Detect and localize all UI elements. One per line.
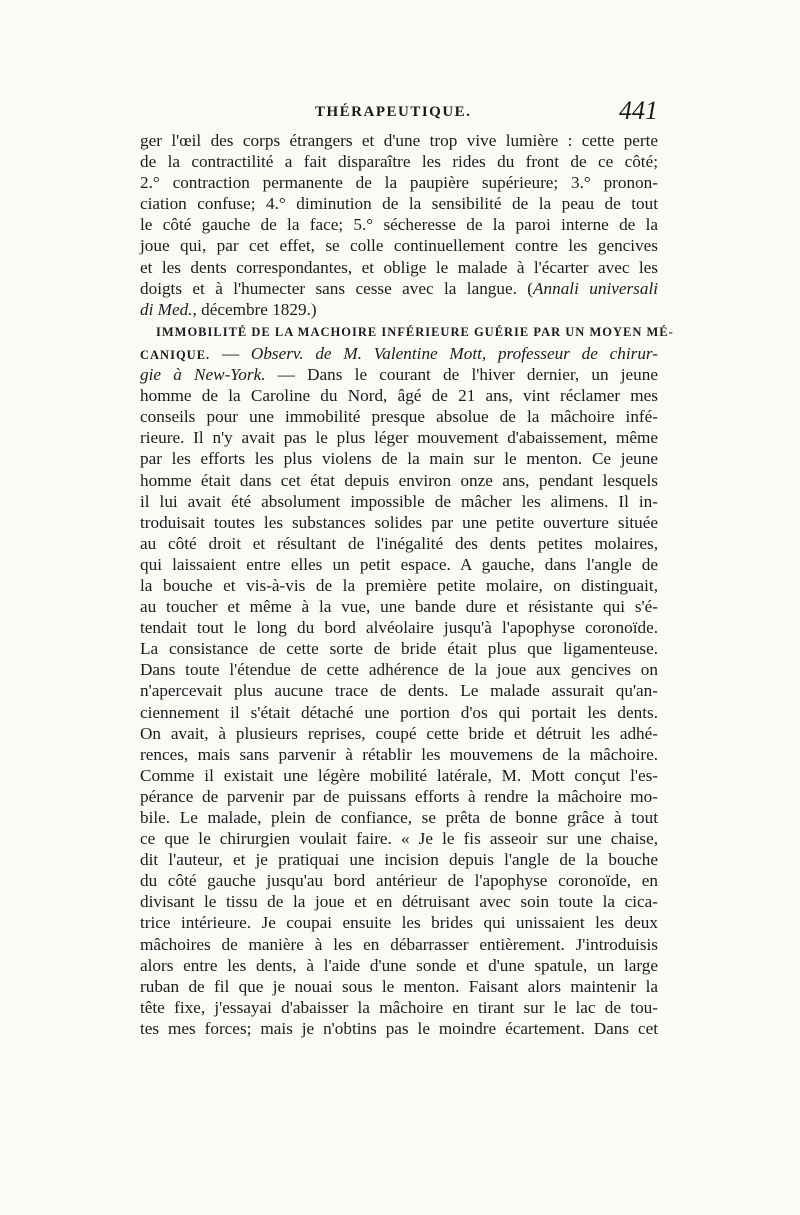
body-text [140, 130, 674, 1039]
text-line: Comme il existait une légère mobilité latérale, M. Mott conçut l'es- [140, 765, 658, 785]
text-line: alors entre les dents, à l'aide d'une sonde et d'une spatule, un large [140, 955, 658, 975]
text-line [140, 299, 658, 320]
text-line: tendait tout le long du bord alvéolaire jusqu'à l'apophyse coronoïde. [140, 618, 658, 638]
text-line [140, 364, 658, 385]
text-line: et les dents correspondantes, et oblige le malade à l'écarter avec les [140, 257, 658, 277]
text-line: tête fixe, j'essayai d'abaisser la mâchoire en tirant sur le lac de tou- [140, 997, 658, 1017]
text-line: ciation confuse; 4.° diminution de la sensibilité de la peau de tout [140, 194, 658, 214]
text-line: au toucher et même à la vue, une bande dure et résistante qui s'é- [140, 597, 658, 617]
text-line: rieure. Il n'y avait pas le plus léger mouvement d'abaissement, même [140, 428, 658, 448]
text-line: trice intérieure. Je coupai ensuite les brides qui unissaient les deux [140, 913, 658, 933]
journal-citation: di Med. [140, 299, 193, 319]
observation-credit: gie à New-York. [140, 365, 266, 385]
text-line [140, 278, 658, 299]
text-line: ger l'œil des corps étrangers et d'une trop vive lumière : cette perte [140, 131, 658, 150]
observation-credit: Observ. de M. Valentine Mott, professeur de chirur- [250, 343, 659, 363]
text-line: joue qui, par cet effet, se colle continuellement contre les gencives [140, 236, 658, 256]
page-number: 441 [619, 96, 658, 125]
text-line: La consistance de cette sorte de bride était plus que ligamenteuse. [140, 639, 658, 659]
text-line: conseils pour une immobilité presque absolue de la mâchoire infé- [140, 407, 658, 427]
text-line: homme de la Caroline du Nord, âgé de 21 ans, vint réclamer mes [140, 386, 658, 406]
text-line: troduisait toutes les substances solides par une petite ouverture située [140, 512, 658, 532]
text-line: pérance de parvenir par de puissans efforts à rendre la mâchoire mo- [140, 786, 658, 806]
page-header [140, 96, 658, 130]
text-line: n'apercevait plus aucune trace de dents. Le malade assurait qu'an- [140, 681, 658, 701]
text-line: par les efforts les plus violens de la main sur le menton. Ce jeune [140, 449, 658, 469]
text-line: divisant le tissu de la joue et en détruisant avec soin toute la cica- [140, 892, 658, 912]
text-line: de la contractilité a fait disparaître les rides du front de ce côté; [140, 152, 658, 172]
text-line: la bouche et vis-à-vis de la première petite molaire, on distinguait, [140, 575, 658, 595]
text-line: 2.° contraction permanente de la paupière supérieure; 3.° pronon- [140, 173, 658, 193]
text-line: Dans toute l'étendue de cette adhérence de la joue aux gencives on [140, 660, 658, 680]
text-line: au côté droit et résultant de l'inégalité des dents petites molaires, [140, 533, 658, 553]
text-line: ciennement il s'était détaché une portion d'os qui portait les dents. [140, 702, 658, 722]
section-heading: IMMOBILITÉ DE LA MACHOIRE INFÉRIEURE GUÉRIE PAR UN MOYEN MÉ- [156, 324, 674, 339]
text-line: il lui avait été absolument impossible de mâcher les alimens. Il in- [140, 491, 658, 511]
text-line: mâchoires de manière à les en débarrasser entièrement. J'introduisis [140, 934, 658, 954]
journal-citation: Annali universali [533, 278, 659, 298]
text-line: bile. Le malade, plein de confiance, se prêta de bonne grâce à tout [140, 808, 658, 827]
text-line: le côté gauche de la face; 5.° sécheresse de la paroi interne de la [140, 215, 658, 235]
running-title: THÉRAPEUTIQUE. [315, 104, 472, 120]
text-line: ruban de fil que je nouai sous le menton. Faisant alors maintenir la [140, 976, 658, 996]
text-line: qui laissaient entre elles un petit espace. A gauche, dans l'angle de [140, 554, 658, 574]
text-run: , décembre 1829.) [192, 299, 317, 319]
text-run: — Dans le courant de l'hiver dernier, un jeune [265, 365, 659, 385]
text-line [140, 343, 658, 364]
text-line: tes mes forces; mais je n'obtins pas le moindre écartement. Dans cet [140, 1018, 658, 1038]
text-line: rences, mais sans parvenir à rétablir les mouvemens de la mâchoire. [140, 744, 658, 764]
em-dash: — [210, 343, 251, 363]
text-line: du côté gauche jusqu'au bord antérieur de l'apophyse coronoïde, en [140, 871, 658, 891]
text-line: ce que le chirurgien voulait faire. « Je le fis asseoir sur une chaise, [140, 829, 658, 849]
section-heading-end: CANIQUE. [140, 347, 211, 362]
text-line: On avait, à plusieurs reprises, coupé cette bride et détruit les adhé- [140, 723, 658, 743]
text-line: homme était dans cet état depuis environ onze ans, pendant lesquels [140, 470, 658, 490]
text-line: dit l'auteur, et je pratiquai une incision depuis l'angle de la bouche [140, 850, 658, 870]
text-run: doigts et à l'humecter sans cesse avec la langue. ( [140, 278, 534, 298]
